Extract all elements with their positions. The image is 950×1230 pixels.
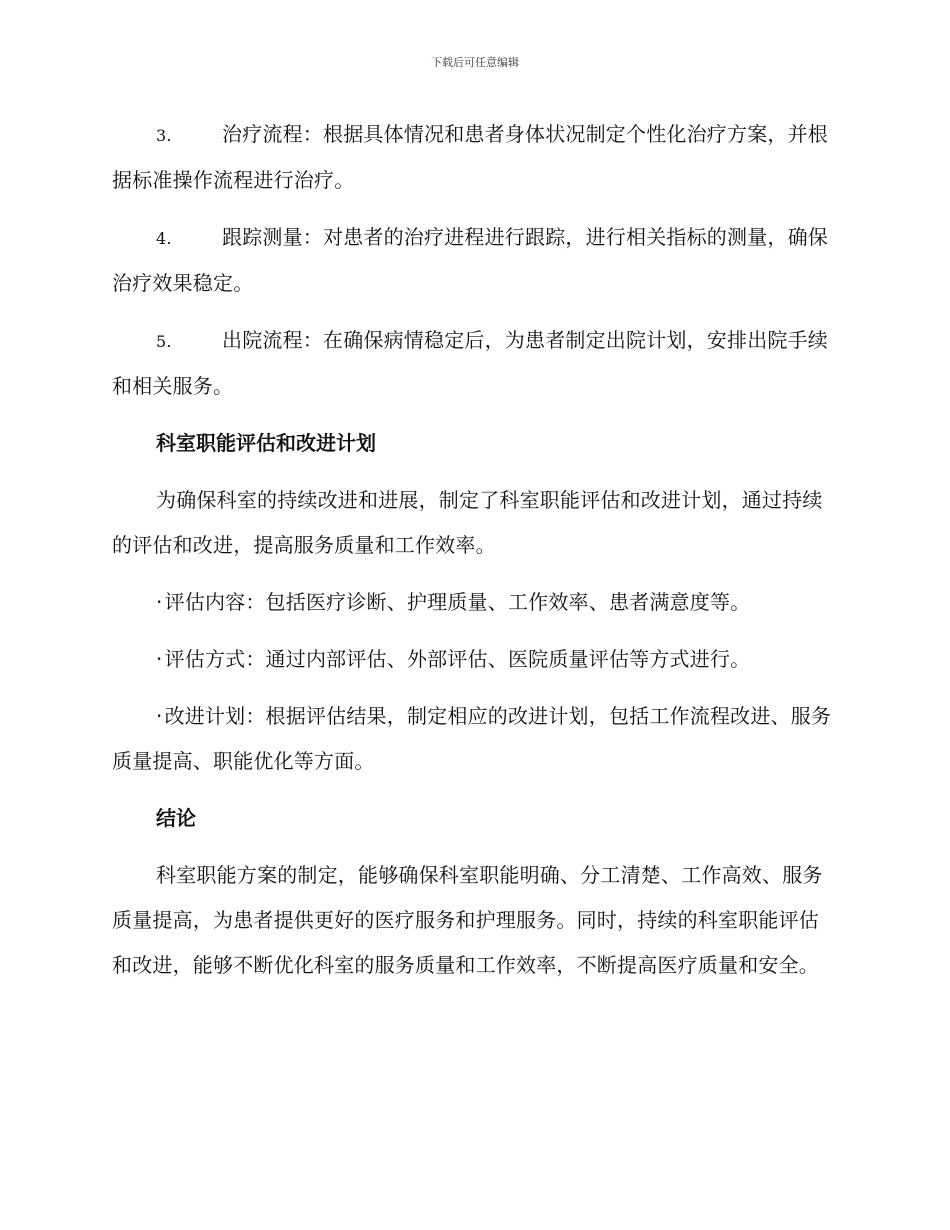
bullet-evaluation-content [112,580,837,625]
item-number: 4. [156,229,172,248]
bullet-dot: · [156,647,163,671]
item-number: 3. [156,126,172,145]
bullet-dot: · [156,590,163,614]
item-text: 出院流程：在确保病情稳定后，为患者制定出院计划，安排出院手续和相关服务。 [112,328,828,398]
bullet-improvement-plan [112,694,837,784]
section-heading-conclusion: 结论 [156,806,196,830]
item-text: 治疗流程：根据具体情况和患者身体状况制定个性化治疗方案，并根据标准操作流程进行治疗。 [112,122,828,192]
bullet-dot: · [156,704,163,728]
item-number: 5. [156,332,172,351]
process-item-4 [112,215,837,306]
section-heading-evaluation: 科室职能评估和改进计划 [156,431,376,455]
bullet-text: 评估内容：包括医疗诊断、护理质量、工作效率、患者满意度等。 [164,590,751,614]
conclusion-text: 科室职能方案的制定，能够确保科室职能明确、分工清楚、工作高效、服务质量提高，为患者提供更好的医疗服务和护理服务。同时，持续的科室职能评估和改进，能够不断优化科室的服务质量和工作效率，不断提高医疗质量和安全。 [112,863,823,977]
bullet-text: 评估方式：通过内部评估、外部评估、医院质量评估等方式进行。 [164,647,751,671]
evaluation-intro: 为确保科室的持续改进和进展，制定了科室职能评估和改进计划，通过持续的评估和改进，提高服务质量和工作效率。 [112,488,823,557]
process-item-3 [112,112,837,203]
page-header: 下载后可任意编辑 [431,56,519,69]
item-text: 跟踪测量：对患者的治疗进程进行跟踪，进行相关指标的测量，确保治疗效果稳定。 [112,225,828,295]
bullet-evaluation-method [112,637,837,682]
process-item-5 [112,318,837,409]
bullet-text: 改进计划：根据评估结果，制定相应的改进计划，包括工作流程改进、服务质量提高、职能优化等方面。 [112,704,832,773]
document-body [112,112,837,1000]
